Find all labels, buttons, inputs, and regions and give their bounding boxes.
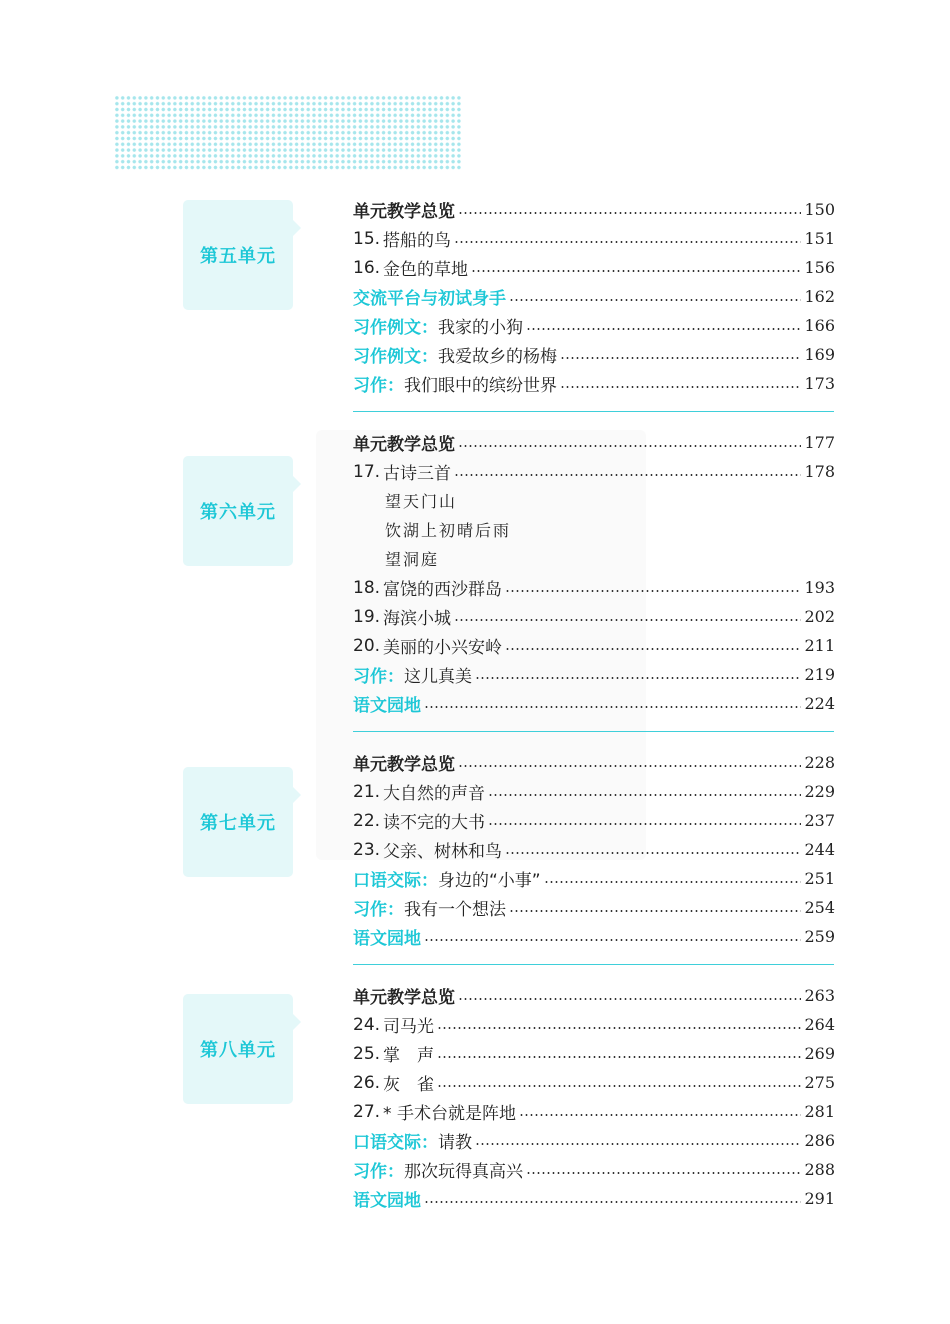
page-number: 151 — [804, 229, 835, 248]
entry-title: 我爱故乡的杨梅 — [438, 347, 557, 367]
dot-leader — [458, 765, 801, 767]
dot-leader — [560, 386, 801, 388]
section-tag: 习作例文： — [353, 318, 438, 338]
entry-title: 搭船的鸟 — [383, 231, 452, 251]
dot-leader — [458, 998, 801, 1000]
entry-title: 我家的小狗 — [438, 318, 523, 338]
page-number: 219 — [804, 665, 835, 684]
dot-leader — [424, 706, 801, 708]
entry-title: 那次玩得真高兴 — [404, 1162, 523, 1182]
lesson-number: 22. — [353, 810, 381, 831]
entry-title: 我有一个想法 — [404, 900, 506, 920]
entry-title: 读不完的大书 — [383, 813, 486, 833]
lesson-number: 16. — [353, 257, 381, 278]
unit-tab-6[interactable] — [183, 456, 293, 566]
page-number: 291 — [804, 1189, 835, 1208]
toc-sub-entry — [353, 486, 835, 515]
unit-tab-label: 第八单元 — [200, 1040, 276, 1061]
toc-entry[interactable] — [353, 748, 835, 777]
page-number: 264 — [804, 1015, 835, 1034]
entry-title: 灰 雀 — [383, 1075, 435, 1095]
section-divider — [353, 964, 834, 965]
dot-leader — [458, 445, 801, 447]
section-tag: 习作： — [353, 1162, 404, 1182]
lesson-number: 23. — [353, 839, 381, 860]
dot-leader — [544, 881, 802, 883]
entry-title: 单元教学总览 — [353, 202, 455, 222]
toc-entry[interactable] — [353, 981, 835, 1010]
unit-8-entries — [353, 981, 835, 1213]
lesson-number: 17. — [353, 461, 381, 482]
dot-leader — [458, 212, 801, 214]
dot-leader — [560, 357, 801, 359]
toc-entry[interactable] — [353, 311, 835, 340]
entry-title: 富饶的西沙群岛 — [383, 580, 503, 600]
unit-tab-label: 第六单元 — [200, 502, 276, 523]
dot-leader — [471, 270, 801, 272]
toc-entry[interactable] — [353, 1039, 835, 1068]
entry-title: 大自然的声音 — [383, 784, 486, 804]
toc-entry[interactable] — [353, 340, 835, 369]
toc-entry[interactable] — [353, 1097, 835, 1126]
section-tag: 语文园地 — [353, 929, 421, 949]
toc-entry[interactable] — [353, 835, 835, 864]
entry-title: 身边的“小事” — [438, 871, 541, 891]
dot-pattern-banner — [114, 95, 462, 171]
toc-entry[interactable] — [353, 806, 835, 835]
toc-entry[interactable] — [353, 1068, 835, 1097]
toc-entry[interactable] — [353, 1184, 835, 1213]
section-tag: 习作： — [353, 900, 404, 920]
lesson-number: 27. — [353, 1101, 381, 1122]
section-tag: 语文园地 — [353, 696, 421, 716]
page-number: 237 — [804, 811, 835, 830]
page-number: 202 — [804, 607, 835, 626]
poem-title: 饮湖上初晴后雨 — [385, 521, 512, 540]
dot-leader — [437, 1056, 801, 1058]
page-number: 269 — [804, 1044, 835, 1063]
dot-leader — [488, 794, 801, 796]
dot-leader — [437, 1085, 801, 1087]
section-tag: 交流平台与初试身手 — [353, 289, 506, 309]
page-number: 193 — [804, 578, 835, 597]
entry-title: 古诗三首 — [383, 464, 452, 484]
entry-title: 掌 声 — [383, 1046, 435, 1066]
toc-entry[interactable] — [353, 922, 835, 951]
section-divider — [353, 731, 834, 732]
page-number: 288 — [804, 1160, 835, 1179]
page-number: 254 — [804, 898, 835, 917]
lesson-number: 15. — [353, 228, 381, 249]
page-number: 177 — [804, 433, 835, 452]
toc-entry[interactable] — [353, 573, 835, 602]
entry-title: 美丽的小兴安岭 — [383, 638, 503, 658]
page-number: 169 — [804, 345, 835, 364]
section-tag: 习作例文： — [353, 347, 438, 367]
dot-leader — [437, 1027, 801, 1029]
unit-tab-label: 第五单元 — [200, 246, 276, 267]
toc-entry[interactable] — [353, 689, 835, 718]
toc-entry[interactable] — [353, 602, 835, 631]
toc-entry[interactable] — [353, 893, 835, 922]
lesson-number: 19. — [353, 606, 381, 627]
page-number: 178 — [804, 462, 835, 481]
page-number: 275 — [804, 1073, 835, 1092]
page-number: 281 — [804, 1102, 835, 1121]
entry-title: 海滨小城 — [383, 609, 452, 629]
toc-entry[interactable] — [353, 864, 835, 893]
lesson-number: 25. — [353, 1043, 381, 1064]
dot-leader — [488, 823, 801, 825]
toc-entry[interactable] — [353, 224, 835, 253]
toc-entry[interactable] — [353, 1010, 835, 1039]
unit-tab-7[interactable] — [183, 767, 293, 877]
dot-leader — [424, 1201, 801, 1203]
entry-title: 这儿真美 — [404, 667, 472, 687]
toc-entry[interactable] — [353, 631, 835, 660]
page-number: 166 — [804, 316, 835, 335]
page-number: 224 — [804, 694, 835, 713]
entry-title: 我们眼中的缤纷世界 — [404, 376, 557, 396]
entry-title: 单元教学总览 — [353, 988, 455, 1008]
entry-title: 单元教学总览 — [353, 435, 455, 455]
section-tag: 习作： — [353, 667, 404, 687]
dot-leader — [475, 677, 801, 679]
toc-entry[interactable] — [353, 660, 835, 689]
unit-5-entries — [353, 195, 835, 398]
section-tag: 习作： — [353, 376, 404, 396]
lesson-number: 21. — [353, 781, 381, 802]
section-tag: 口语交际： — [353, 1133, 438, 1153]
page-number: 229 — [804, 782, 835, 801]
entry-title: 父亲、树林和鸟 — [383, 842, 503, 862]
page-number: 244 — [804, 840, 835, 859]
entry-title: 金色的草地 — [383, 260, 469, 280]
entry-title: * 手术台就是阵地 — [383, 1104, 516, 1124]
dot-leader — [526, 1172, 801, 1174]
dot-leader — [454, 241, 801, 243]
toc-sub-entry — [353, 515, 835, 544]
page-number: 286 — [804, 1131, 835, 1150]
lesson-number: 26. — [353, 1072, 381, 1093]
lesson-number: 24. — [353, 1014, 381, 1035]
toc-entry[interactable] — [353, 428, 835, 457]
section-tag: 口语交际： — [353, 871, 438, 891]
toc-entry[interactable] — [353, 1155, 835, 1184]
unit-7-entries — [353, 748, 835, 951]
toc-entry[interactable] — [353, 195, 835, 224]
entry-title: 请教 — [438, 1133, 472, 1153]
toc-entry[interactable] — [353, 1126, 835, 1155]
dot-leader — [454, 619, 801, 621]
section-tag: 语文园地 — [353, 1191, 421, 1211]
lesson-number: 20. — [353, 635, 381, 656]
toc-entry[interactable] — [353, 369, 835, 398]
poem-title: 望洞庭 — [385, 550, 440, 569]
dot-leader — [505, 648, 801, 650]
page-number: 173 — [804, 374, 835, 393]
toc-entry[interactable] — [353, 282, 835, 311]
page-number: 162 — [804, 287, 835, 306]
page-number: 228 — [804, 753, 835, 772]
dot-leader — [526, 328, 801, 330]
entry-title: 单元教学总览 — [353, 755, 455, 775]
unit-6-entries — [353, 428, 835, 718]
page-number: 211 — [804, 636, 835, 655]
dot-leader — [454, 474, 801, 476]
page-number: 156 — [804, 258, 835, 277]
unit-tab-label: 第七单元 — [200, 813, 276, 834]
toc-entry[interactable] — [353, 253, 835, 282]
page-number: 259 — [804, 927, 835, 946]
dot-leader — [509, 910, 801, 912]
dot-leader — [509, 299, 801, 301]
dot-leader — [424, 939, 801, 941]
poem-title: 望天门山 — [385, 492, 458, 511]
dot-leader — [505, 852, 801, 854]
toc-entry[interactable] — [353, 777, 835, 806]
page-number: 251 — [804, 869, 835, 888]
page-number: 263 — [804, 986, 835, 1005]
unit-tab-8[interactable] — [183, 994, 293, 1104]
toc-sub-entry — [353, 544, 835, 573]
dot-leader — [505, 590, 801, 592]
page-number: 150 — [804, 200, 835, 219]
section-divider — [353, 411, 834, 412]
entry-title: 司马光 — [383, 1017, 435, 1037]
lesson-number: 18. — [353, 577, 381, 598]
dot-leader — [519, 1114, 802, 1116]
toc-entry[interactable] — [353, 457, 835, 486]
unit-tab-5[interactable] — [183, 200, 293, 310]
dot-leader — [475, 1143, 801, 1145]
